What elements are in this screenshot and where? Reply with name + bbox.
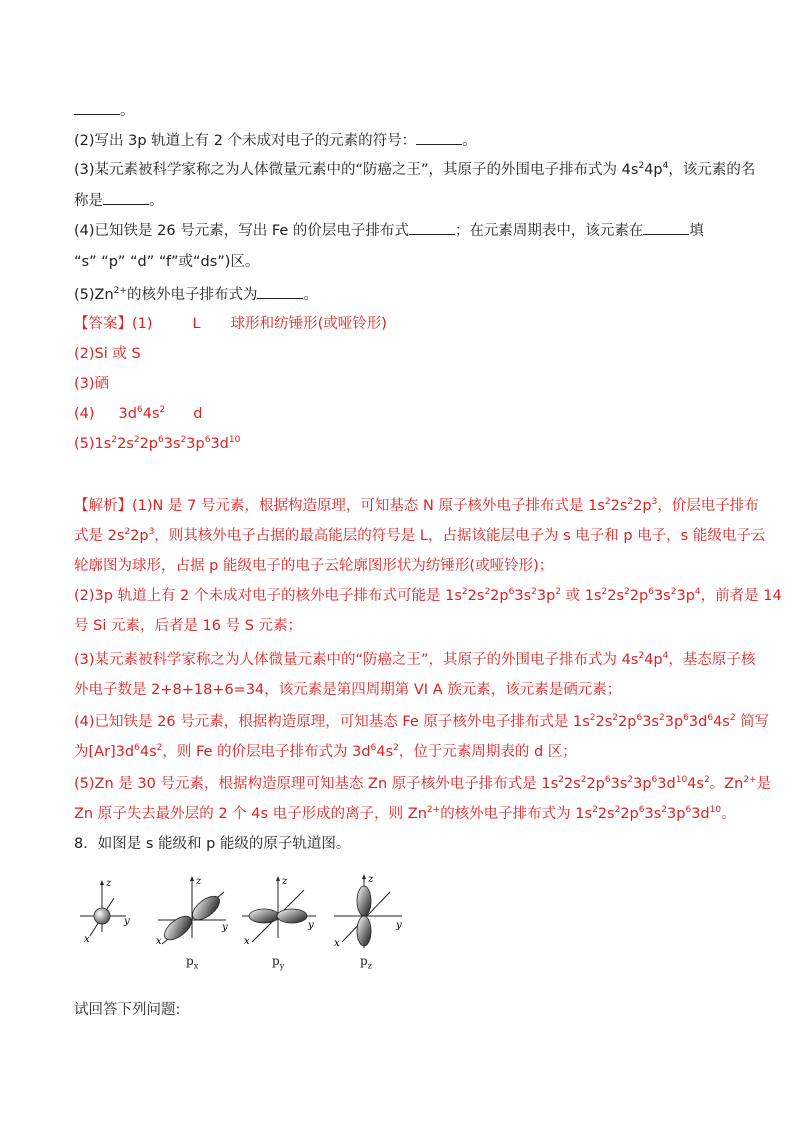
text: 球形和纺锤形(或哑铃形) bbox=[230, 316, 387, 332]
text: 或 1s bbox=[565, 588, 602, 604]
py-lobe bbox=[277, 909, 307, 923]
axis-y-label: y bbox=[396, 920, 402, 931]
axis-z-label: z bbox=[368, 874, 374, 885]
text: 4p bbox=[644, 162, 663, 178]
s-orbital-sphere bbox=[94, 908, 110, 924]
text: 3d bbox=[210, 436, 229, 452]
answer-blank bbox=[643, 220, 689, 235]
axis-y-label: y bbox=[308, 920, 314, 931]
axis-y-label: y bbox=[222, 922, 228, 933]
question-2 bbox=[74, 130, 726, 151]
text: (5)1s bbox=[74, 436, 112, 452]
pz-lobe bbox=[357, 916, 371, 946]
pz-lobe bbox=[357, 886, 371, 916]
py-orbital-figure bbox=[240, 872, 320, 952]
axis-x-label: x bbox=[84, 934, 90, 945]
text: L bbox=[192, 316, 201, 332]
analysis-1c: 轮廓图为球形，占据 p 能级电子的电子云轮廓图形状为纺锤形(或哑铃形)； bbox=[74, 558, 554, 574]
pz-orbital-figure bbox=[328, 872, 408, 956]
px-label: $p_x$ bbox=[186, 954, 199, 971]
text: ，前者是 14 bbox=[700, 588, 782, 604]
text: 。 bbox=[462, 133, 477, 149]
text: (3)某元素被科学家称之为人体微量元素中的“防癌之王”，其原子的外围电子排布式为 4s bbox=[74, 162, 639, 178]
question-3-line1: (3)某元素被科学家称之为人体微量元素中的“防癌之王”，其原子的外围电子排布式为 $4s^24p^4$，该元素的名 bbox=[74, 161, 756, 178]
question-3-line2 bbox=[74, 190, 726, 211]
q1-blank-line bbox=[74, 100, 726, 121]
text: (5)Zn 是 30 号元素，根据构造原理可知基态 Zn 原子核外电子排布式是 1s bbox=[74, 776, 559, 792]
analysis-3b: 外电子数是 2+8+18+6=34，该元素是第四周期第 VI A 族元素，该元素是硒元素； bbox=[74, 682, 622, 698]
text: 【解析】(1)N 是 7 号元素，根据构造原理，可知基态 N 原子核外电子排布式是 1s bbox=[74, 498, 605, 514]
text: 3s bbox=[163, 436, 181, 452]
analysis-2a: (2)3p 轨道上有 2 个未成对电子的核外电子排布式可能是 $1s^22s^22p^63s^23p^2$ 或 $1s^22s^22p^63s^23p^4$，前者是 14 bbox=[74, 587, 782, 604]
text: ，则 Fe 的价层电子排布式为 3d bbox=[162, 744, 371, 760]
text: (4)已知铁是 26 号元素，根据构造原理，可知基态 Fe 原子核外电子排布式是 1s bbox=[74, 714, 590, 730]
axis-x-label: x bbox=[334, 938, 340, 949]
answer-5: $(5)1s^22s^22p^63s^23p^63d^{10}$ bbox=[74, 435, 241, 452]
text: 填 bbox=[689, 223, 704, 239]
text: 称是 bbox=[74, 193, 103, 209]
text: 。 bbox=[721, 806, 736, 822]
answer-1 bbox=[74, 314, 726, 334]
orbital-figures bbox=[74, 872, 414, 972]
text: 的核外电子排布式为 bbox=[126, 287, 258, 303]
text: 3d bbox=[118, 406, 137, 422]
text: 式是 2s bbox=[74, 528, 125, 544]
text: 。 bbox=[149, 193, 164, 209]
text: ，位于元素周期表的 d 区； bbox=[398, 744, 577, 760]
text: “s” “p” “d” “f”或“ds”)区。 bbox=[74, 254, 260, 270]
text: 2p bbox=[139, 436, 159, 452]
text: 。Zn bbox=[709, 776, 744, 792]
text: 。 bbox=[303, 287, 318, 303]
px-lobe bbox=[160, 912, 195, 944]
answer-4: (4) $3d^64s^2$ d bbox=[74, 405, 203, 422]
text: 简写 bbox=[740, 714, 770, 730]
answer-2: (2)Si 或 S bbox=[74, 346, 141, 362]
answer-blank bbox=[74, 100, 120, 115]
question-8-prompt: 试回答下列问题: bbox=[74, 1002, 181, 1018]
py-lobe bbox=[249, 909, 279, 923]
text: 为[Ar]3d bbox=[74, 744, 135, 760]
text: 3p bbox=[186, 436, 205, 452]
text: 的核外电子排布式为 1s bbox=[440, 806, 593, 822]
text: ，基态原子核 bbox=[668, 652, 756, 668]
axis-y-label: y bbox=[124, 916, 130, 927]
axis-z-label: z bbox=[282, 876, 288, 887]
question-4-line2 bbox=[74, 252, 726, 272]
question-8-title: 8．如图是 s 能级和 p 能级的原子轨道图。 bbox=[74, 836, 351, 852]
text: ，则其核外电子占据的最高能层的符号是 L，占据该能层电子为 s 电子和 p 电子，s 能级电子云 bbox=[154, 528, 766, 544]
answer-blank bbox=[416, 130, 462, 145]
px-orbital-figure bbox=[154, 872, 234, 952]
answer-label: 【答案】(1) bbox=[74, 316, 153, 332]
text: (3)某元素被科学家称之为人体微量元素中的“防癌之王”，其原子的外围电子排布式为 4s bbox=[74, 652, 639, 668]
text: (4) bbox=[74, 406, 95, 422]
text: (2)3p 轨道上有 2 个未成对电子的核外电子排布式可能是 1s bbox=[74, 588, 462, 604]
axis-x-label: x bbox=[156, 936, 162, 947]
text: Zn 原子失去最外层的 2 个 4s 电子形成的离子，则 Zn bbox=[74, 806, 427, 822]
py-label: $p_y$ bbox=[272, 954, 285, 971]
analysis-5b: Zn 原子失去最外层的 2 个 4s 电子形成的离子，则 $Zn^{2+}$的核外电子排布式为 $1s^22s^22p^63s^23p^63d^{10}$。 bbox=[74, 805, 736, 822]
axis-z-label: z bbox=[196, 876, 202, 887]
analysis-4a: (4)已知铁是 26 号元素，根据构造原理，可知基态 Fe 原子核外电子排布式是 $1s^22s^22p^63s^23p^63d^64s^2$ 简写 bbox=[74, 713, 770, 730]
text: ，该元素的名 bbox=[668, 162, 756, 178]
question-5: $(5)Zn^{2+}$的核外电子排布式为 。 bbox=[74, 286, 318, 303]
text: ，价层电子排布 bbox=[657, 498, 759, 514]
answer-blank bbox=[409, 220, 455, 235]
answer-blank bbox=[103, 190, 149, 205]
text: 是 bbox=[756, 776, 772, 792]
analysis-2b: 号 Si 元素，后者是 16 号 S 元素； bbox=[74, 618, 303, 634]
axis-z-label: z bbox=[106, 878, 112, 889]
text: (5)Zn bbox=[74, 287, 114, 303]
analysis-4b: 为$[Ar]3d^64s^2$，则 Fe 的价层电子排布式为 $3d^64s^2$，位于元素周期表的 d 区； bbox=[74, 743, 577, 760]
text: 。 bbox=[120, 103, 135, 119]
question-4-line1 bbox=[74, 220, 726, 241]
analysis-5a: (5)Zn 是 30 号元素，根据构造原理可知基态 Zn 原子核外电子排布式是 $1s^22s^22p^63s^23p^63d^{10}4s^2$。$Zn^{2+}$是 bbox=[74, 775, 772, 792]
analysis-3a: (3)某元素被科学家称之为人体微量元素中的“防癌之王”，其原子的外围电子排布式为 $4s^24p^4$，基态原子核 bbox=[74, 651, 756, 668]
text: d bbox=[193, 406, 203, 422]
text: (2)写出 3p 轨道上有 2 个未成对电子的元素的符号： bbox=[74, 133, 417, 149]
analysis-1b: 式是 $2s^22p^3$，则其核外电子占据的最高能层的符号是 L，占据该能层电子为 s 电子和 p 电子，s 能级电子云 bbox=[74, 527, 766, 544]
s-orbital-figure bbox=[74, 872, 138, 952]
pz-label: $p_z$ bbox=[360, 954, 372, 971]
answer-blank bbox=[257, 284, 303, 299]
text: 4s bbox=[142, 406, 160, 422]
text: (4)已知铁是 26 号元素，写出 Fe 的价层电子排布式 bbox=[74, 223, 409, 239]
analysis-1a: 【解析】(1)N 是 7 号元素，根据构造原理，可知基态 N 原子核外电子排布式是 $1s^22s^22p^3$，价层电子排布 bbox=[74, 497, 759, 514]
text: ；在元素周期表中，该元素在 bbox=[454, 223, 644, 239]
text: 2s bbox=[117, 436, 134, 452]
answer-3: (3)硒 bbox=[74, 376, 110, 392]
axis-x-label: x bbox=[244, 936, 250, 947]
